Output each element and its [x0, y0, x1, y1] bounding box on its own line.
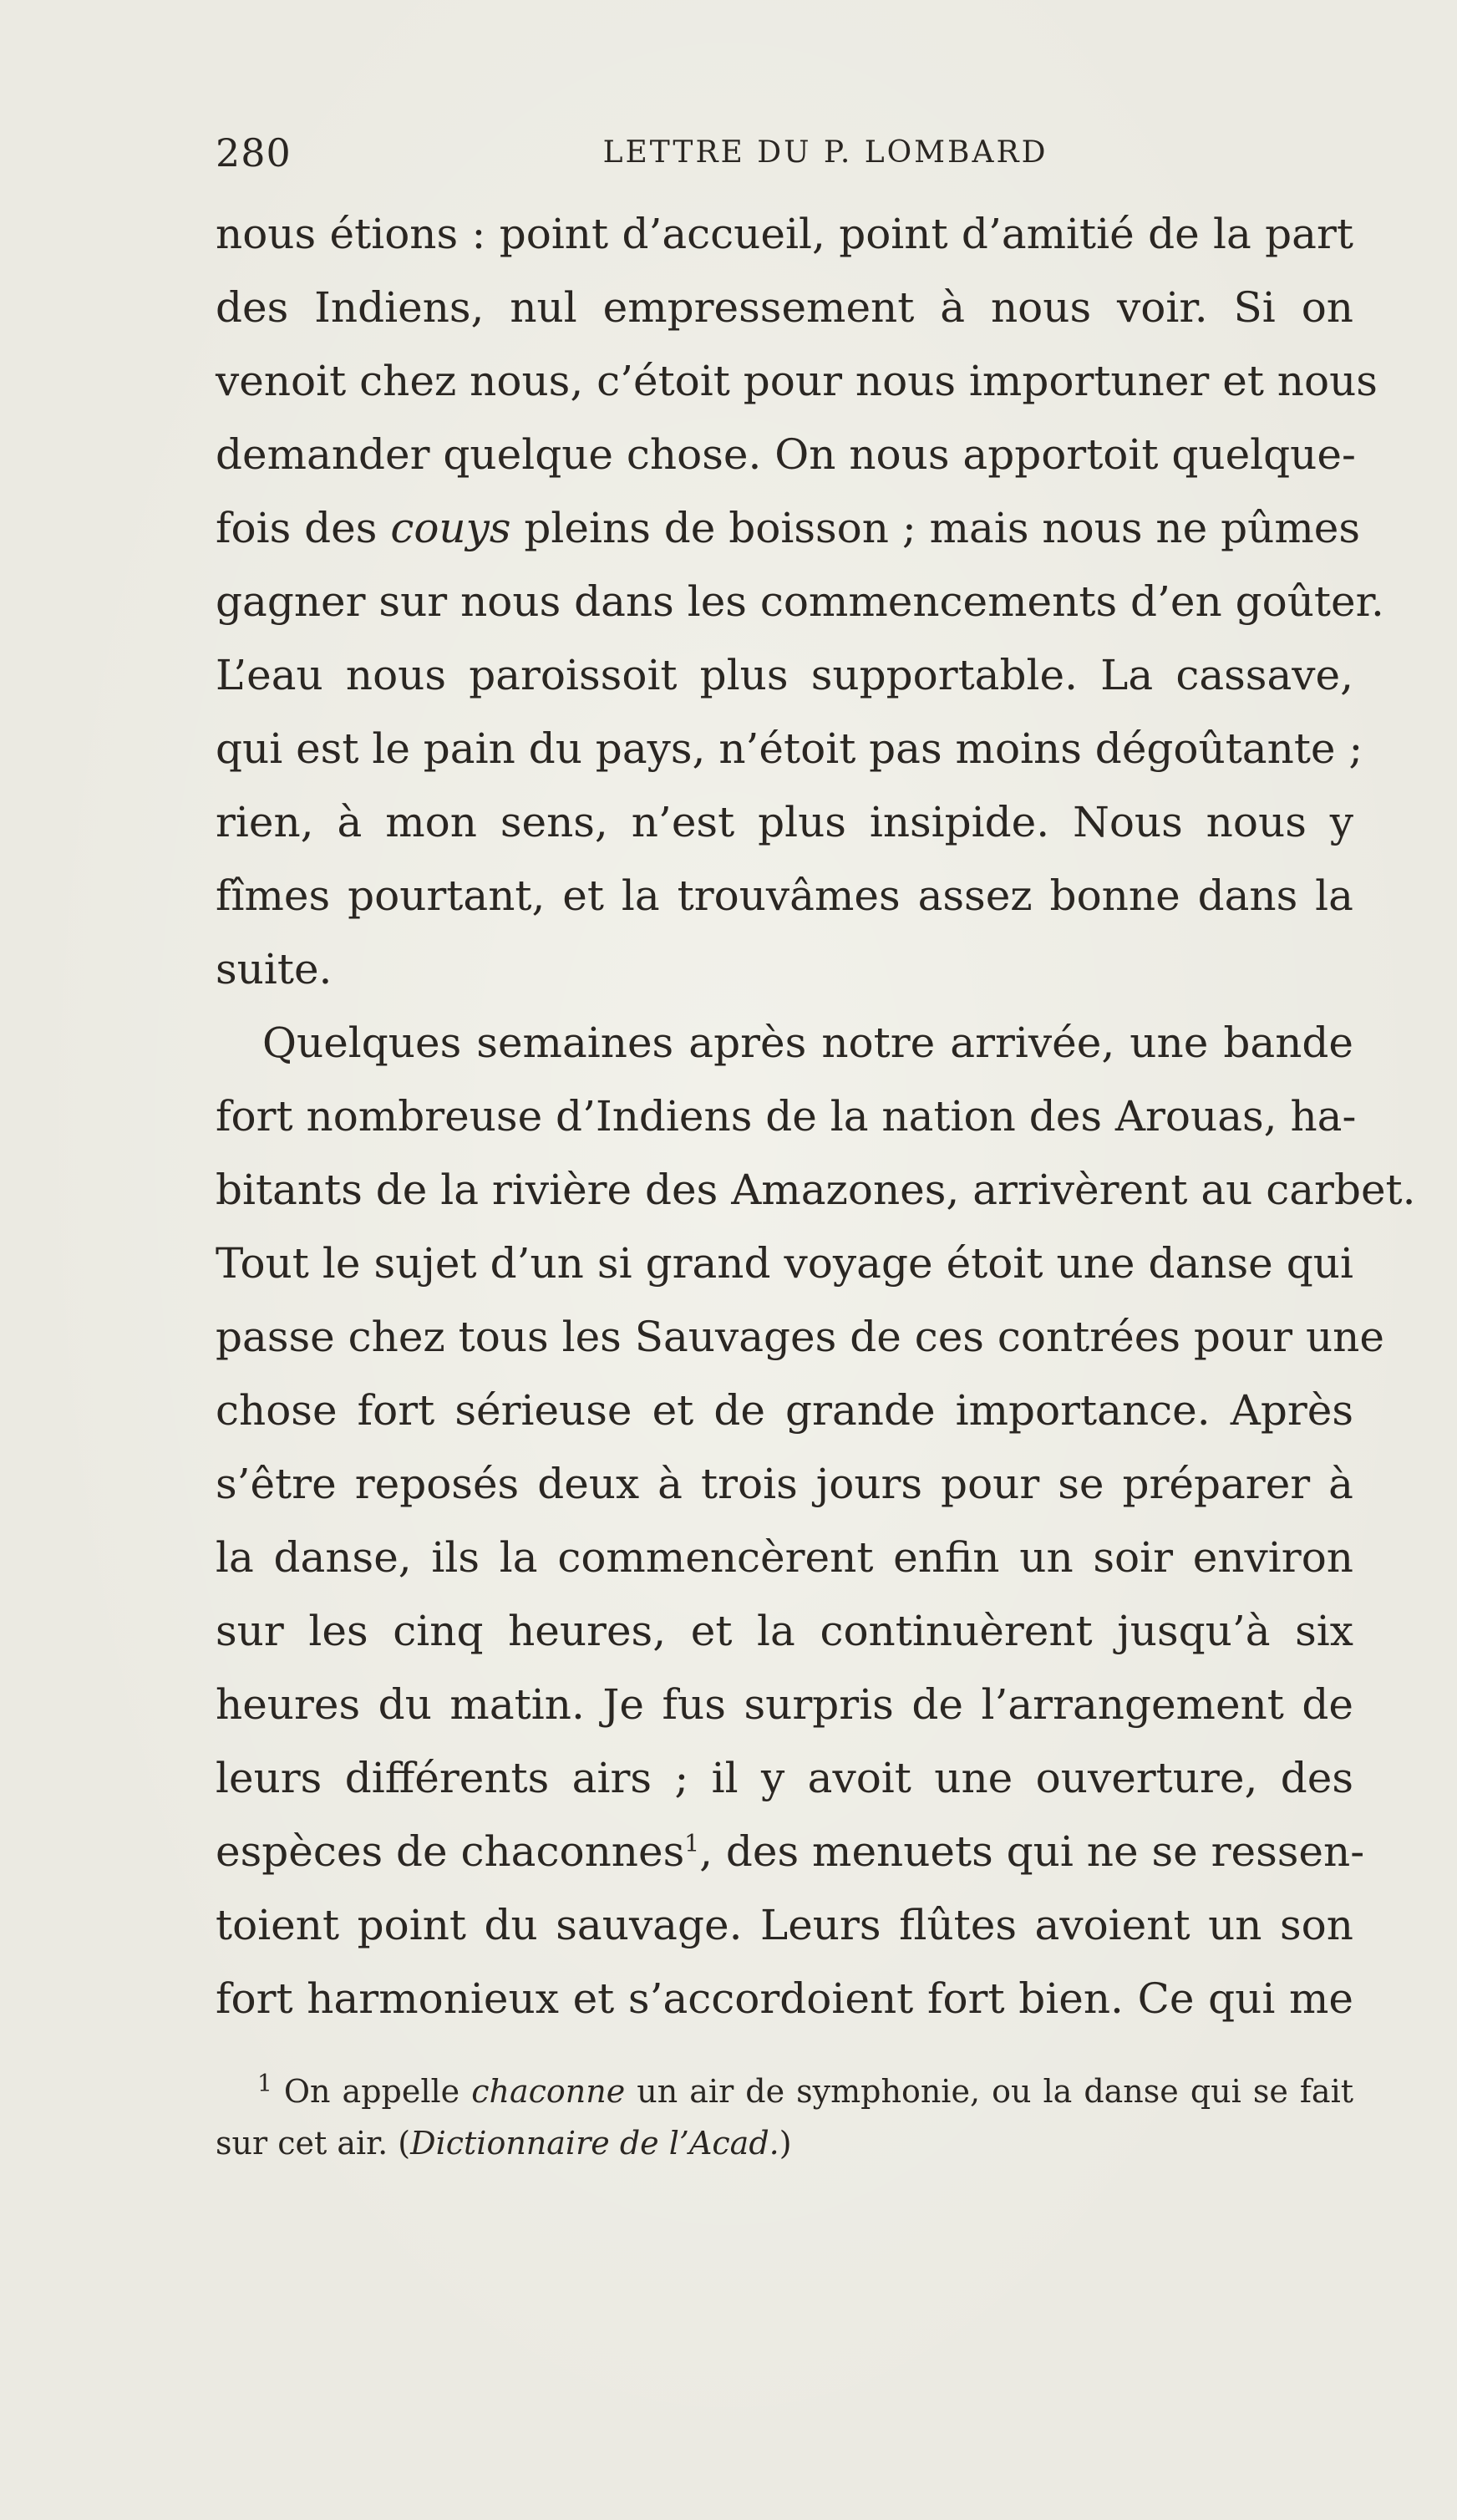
text-line	[216, 491, 1360, 565]
body-text	[216, 197, 1416, 2035]
text-line: fort harmonieux et s’accordoient fort bien. Ce qui me	[216, 1974, 1353, 2023]
page-header	[216, 124, 1353, 182]
text-line: bitants de la rivière des Amazones, arrivèrent au carbet.	[216, 1166, 1416, 1214]
text-line: la danse, ils la commencèrent enfin un soir environ	[216, 1533, 1353, 1582]
text-line: suite.	[216, 945, 333, 993]
text-segment: sur cet air. (	[216, 2125, 411, 2162]
text-line: toient point du sauvage. Leurs flûtes avoient un son	[216, 1901, 1353, 1949]
text-line: Quelques semaines après notre arrivée, une bande	[262, 1019, 1353, 1067]
text-segment: , des menuets qui ne se ressen-	[699, 1827, 1365, 1876]
text-line	[216, 1815, 1365, 1888]
running-head: LETTRE DU P. LOMBARD	[602, 135, 1048, 170]
text-line: Tout le sujet d’un si grand voyage étoit une danse qui	[216, 1239, 1353, 1288]
footnote-line	[216, 2117, 1353, 2169]
text-segment: espèces de chaconnes	[216, 1827, 685, 1876]
italic-term: couys	[390, 504, 511, 552]
text-line: heures du matin. Je fus surpris de l’arrangement de	[216, 1680, 1353, 1729]
text-segment: un air de symphonie, ou la danse qui se fait	[625, 2073, 1354, 2110]
text-line: fîmes pourtant, et la trouvâmes assez bonne dans la	[216, 871, 1353, 920]
text-line: fort nombreuse d’Indiens de la nation des Arouas, ha-	[216, 1092, 1357, 1141]
italic-citation: Dictionnaire de l’Acad.	[410, 2125, 779, 2162]
text-line: demander quelque chose. On nous apportoit quelque-	[216, 430, 1356, 479]
text-segment: On appelle	[272, 2073, 472, 2110]
footnote-marker: 1	[257, 2069, 272, 2097]
text-segment: pleins de boisson ; mais nous ne pûmes	[510, 504, 1360, 552]
footnote	[216, 2065, 1353, 2169]
footnote-reference: 1	[684, 1829, 700, 1857]
text-line: des Indiens, nul empressement à nous voir. Si on	[216, 283, 1353, 332]
text-line: gagner sur nous dans les commencements d’en goûter.	[216, 577, 1384, 626]
text-line: rien, à mon sens, n’est plus insipide. Nous nous y	[216, 798, 1353, 846]
text-line: chose fort sérieuse et de grande importance. Après	[216, 1386, 1353, 1435]
text-line: L’eau nous paroissoit plus supportable. La cassave,	[216, 651, 1353, 699]
text-line: sur les cinq heures, et la continuèrent jusqu’à six	[216, 1607, 1353, 1655]
text-segment: fois des	[216, 504, 391, 552]
text-line: leurs différents airs ; il y avoit une ouverture, des	[216, 1754, 1353, 1802]
text-line: venoit chez nous, c’étoit pour nous importuner et nous	[216, 357, 1378, 405]
text-line: passe chez tous les Sauvages de ces contrées pour une	[216, 1313, 1384, 1361]
text-line: nous étions : point d’accueil, point d’amitié de la part	[216, 210, 1353, 258]
page-number: 280	[216, 130, 292, 175]
text-segment: )	[779, 2125, 792, 2162]
italic-term: chaconne	[471, 2073, 626, 2110]
footnote-line	[216, 2065, 1353, 2117]
text-line: s’être reposés deux à trois jours pour se préparer à	[216, 1460, 1353, 1508]
text-line: qui est le pain du pays, n’étoit pas moins dégoûtante ;	[216, 724, 1363, 773]
